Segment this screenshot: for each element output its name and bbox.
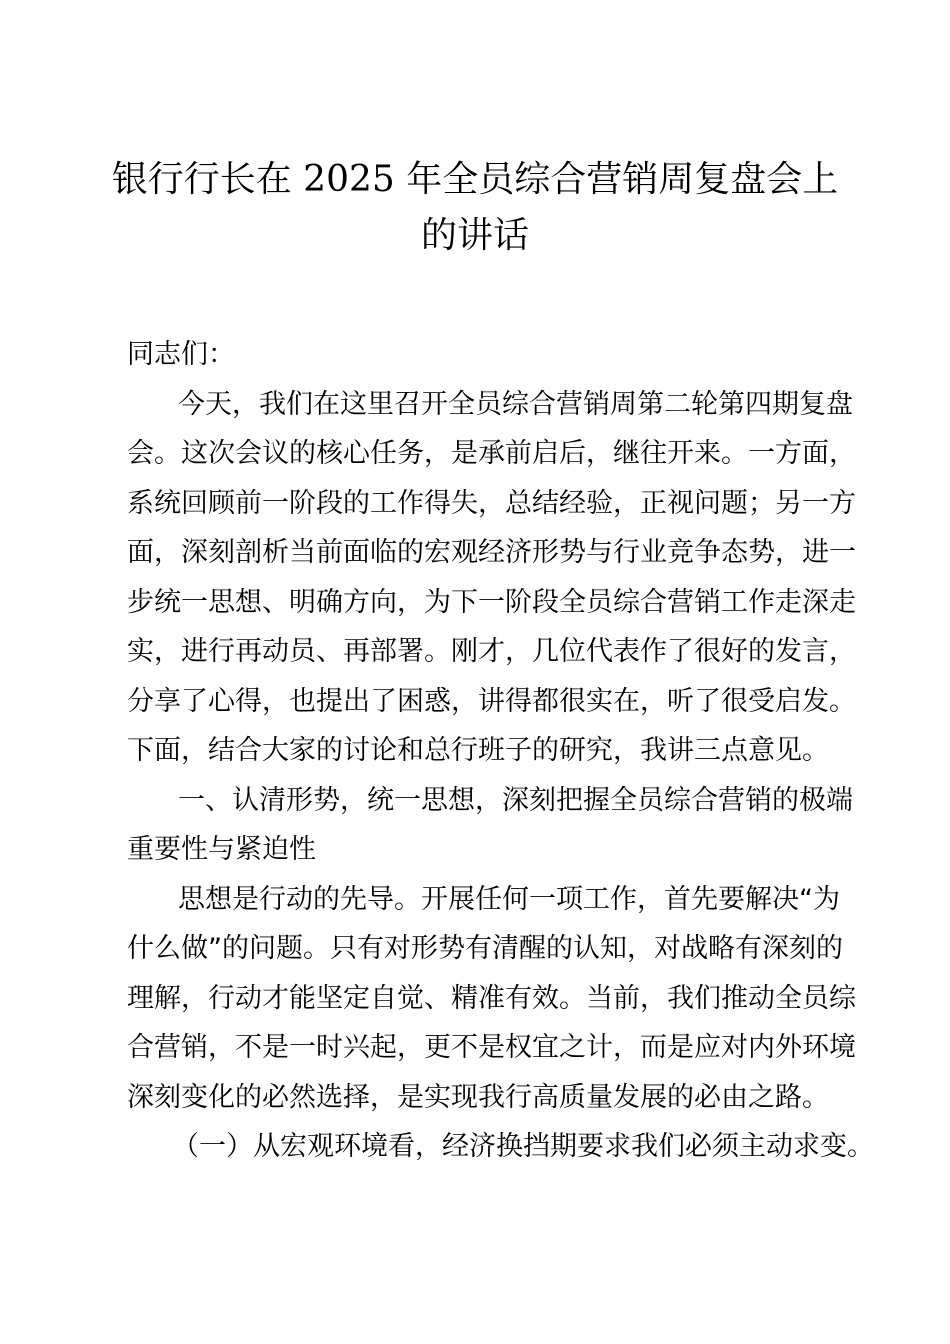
body-line: 面，深刻剖析当前面临的宏观经济形势与行业竞争态势，进一	[127, 537, 856, 568]
body-line: 什么做”的问题。只有对形势有清醒的认知，对战略有深刻的	[127, 933, 843, 964]
body-line: 理解，行动才能坚定自觉、精准有效。当前，我们推动全员综	[127, 983, 856, 1014]
body-line: 会。这次会议的核心任务，是承前启后，继往开来。一方面，	[127, 438, 856, 469]
body-line: 系统回顾前一阶段的工作得失，总结经验，正视问题；另一方	[127, 488, 856, 519]
body-line: 下面，结合大家的讨论和总行班子的研究，我讲三点意见。	[127, 735, 829, 766]
body-line: 思想是行动的先导。开展任何一项工作，首先要解决“为	[178, 884, 840, 915]
body-line: 今天，我们在这里召开全员综合营销周第二轮第四期复盘	[178, 389, 853, 420]
document-title-line-1: 银行行长在 2025 年全员综合营销周复盘会上	[111, 159, 839, 200]
greeting: 同志们：	[127, 339, 235, 370]
body-line: 合营销，不是一时兴起，更不是权宜之计，而是应对内外环境	[127, 1032, 856, 1063]
body-line: 步统一思想、明确方向，为下一阶段全员综合营销工作走深走	[127, 587, 856, 618]
subsection-heading: （一）从宏观环境看，经济换挡期要求我们必须主动求变。	[172, 1131, 874, 1162]
body-line: 分享了心得，也提出了困惑，讲得都很实在，听了很受启发。	[127, 686, 856, 717]
body-line: 实，进行再动员、再部署。刚才，几位代表作了很好的发言，	[127, 636, 856, 667]
document-title-line-2: 的讲话	[420, 215, 529, 256]
section-heading: 一、认清形势，统一思想，深刻把握全员综合营销的极端	[178, 785, 853, 816]
body-line: 深刻变化的必然选择，是实现我行高质量发展的必由之路。	[127, 1082, 829, 1113]
section-heading: 重要性与紧迫性	[127, 834, 316, 865]
